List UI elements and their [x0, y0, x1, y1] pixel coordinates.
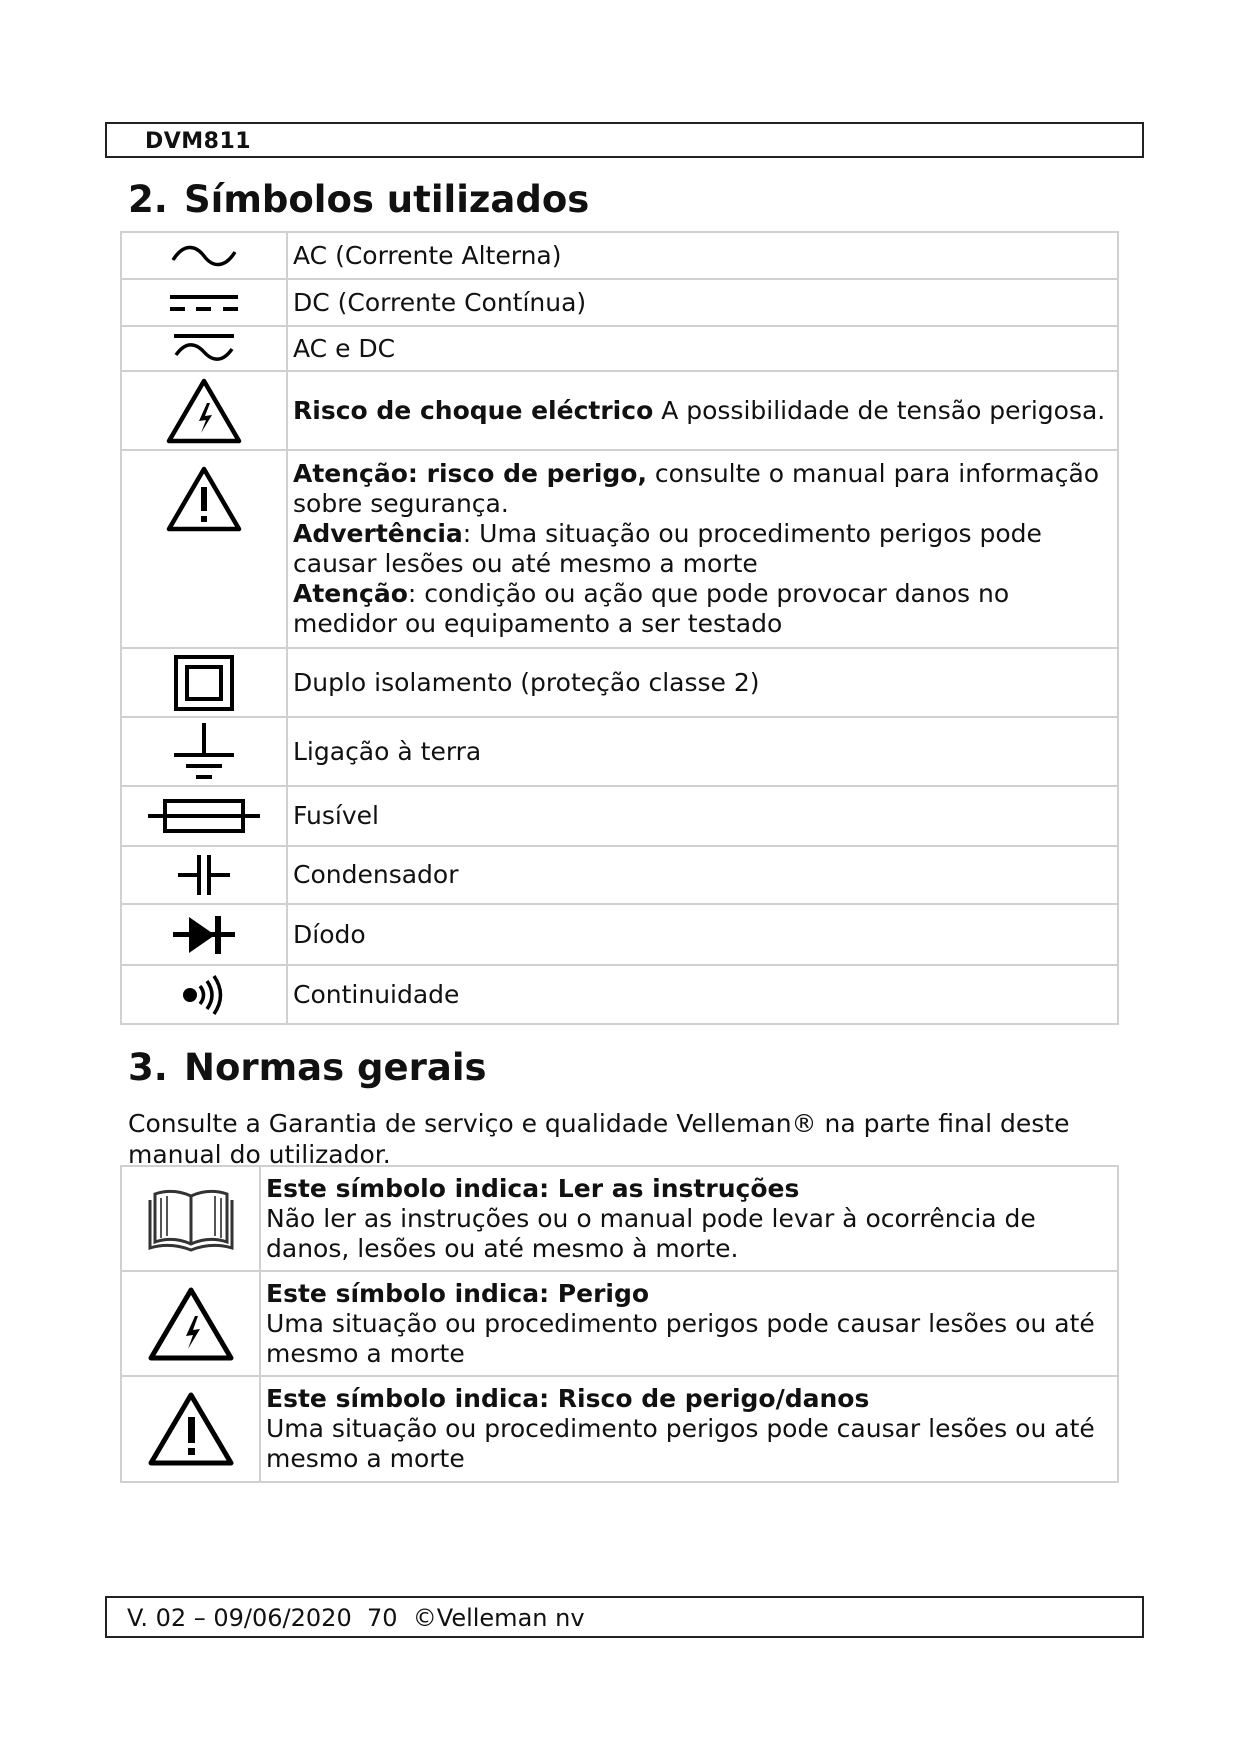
table-row: [121, 904, 1118, 965]
table-row: [121, 1271, 1118, 1376]
row-title: Este símbolo indica: Risco de perigo/danos: [266, 1384, 870, 1413]
row-text: Fusível: [287, 786, 1118, 846]
general-rules-table: [120, 1165, 1119, 1483]
table-row: [121, 717, 1118, 786]
header-model: DVM811: [145, 129, 252, 154]
double-insulation-icon: [121, 648, 287, 717]
section-3-title-text: Normas gerais: [184, 1046, 487, 1089]
shock-risk-label: Risco de choque eléctrico: [293, 395, 654, 425]
row-desc: Uma situação ou procedimento perigos pode causar lesões ou até mesmo a morte: [266, 1308, 1095, 1368]
table-row: [121, 648, 1118, 717]
diode-icon: [121, 904, 287, 965]
table-row: [121, 371, 1118, 450]
row-text: DC (Corrente Contínua): [287, 279, 1118, 326]
shock-risk-text: A possibilidade de tensão perigosa.: [653, 395, 1106, 425]
capacitor-icon: [121, 846, 287, 904]
row-text: Duplo isolamento (proteção classe 2): [287, 648, 1118, 717]
page-header: [105, 122, 1144, 158]
symbols-table: [120, 231, 1119, 1025]
footer-text: V. 02 – 09/06/2020 70 ©Velleman nv: [127, 1604, 585, 1632]
table-row: [121, 965, 1118, 1024]
row-text: [260, 1166, 1118, 1271]
section-3-number: 3.: [128, 1046, 168, 1089]
warning-line-3: Atenção: condição ou ação que pode provocar danos no medidor ou equipamento a ser testado: [293, 579, 1010, 638]
danger-shock-triangle-icon: [121, 1271, 260, 1376]
table-row: [121, 846, 1118, 904]
ac-dc-icon: [121, 326, 287, 371]
row-title: Este símbolo indica: Ler as instruções: [266, 1173, 800, 1203]
caution-triangle-icon: [121, 450, 287, 648]
row-title: Este símbolo indica: Perigo: [266, 1278, 650, 1308]
row-text: AC e DC: [287, 326, 1118, 371]
page-footer: [105, 1596, 1144, 1638]
read-instructions-book-icon: [121, 1166, 260, 1271]
section-2-title: [128, 178, 589, 221]
dc-dashes-icon: [121, 279, 287, 326]
row-text: AC (Corrente Alterna): [287, 232, 1118, 279]
table-row: [121, 232, 1118, 279]
table-row: [121, 1376, 1118, 1482]
section-3-intro: Consulte a Garantia de serviço e qualidade Velleman® na parte final deste manual do utilizador.: [128, 1109, 1070, 1169]
continuity-icon: [121, 965, 287, 1024]
row-desc: Não ler as instruções ou o manual pode levar à ocorrência de danos, lesões ou até mesmo à morte.: [266, 1203, 1036, 1263]
row-desc: Uma situação ou procedimento perigos pode causar lesões ou até mesmo a morte: [266, 1414, 1095, 1473]
electric-shock-triangle-icon: [121, 371, 287, 450]
ground-icon: [121, 717, 287, 786]
row-text: Díodo: [287, 904, 1118, 965]
hazard-triangle-icon: [121, 1376, 260, 1482]
ac-sine-icon: [121, 232, 287, 279]
table-row: [121, 279, 1118, 326]
warning-line-2: Advertência: Uma situação ou procedimento perigos pode causar lesões ou até mesmo a morte: [293, 519, 1042, 578]
row-text: [287, 371, 1118, 450]
warning-line-1: Atenção: risco de perigo, consulte o manual para informação sobre segurança.: [293, 459, 1100, 518]
section-2-title-text: Símbolos utilizados: [184, 178, 590, 221]
table-row: [121, 326, 1118, 371]
table-row: [121, 450, 1118, 648]
row-text: [260, 1271, 1118, 1376]
row-text: Condensador: [287, 846, 1118, 904]
section-3-title: [128, 1046, 487, 1089]
table-row: [121, 786, 1118, 846]
row-text: Ligação à terra: [287, 717, 1118, 786]
fuse-icon: [121, 786, 287, 846]
row-text: [287, 450, 1118, 648]
row-text: [260, 1376, 1118, 1482]
table-row: [121, 1166, 1118, 1271]
section-2-number: 2.: [128, 178, 168, 221]
row-text: Continuidade: [287, 965, 1118, 1024]
